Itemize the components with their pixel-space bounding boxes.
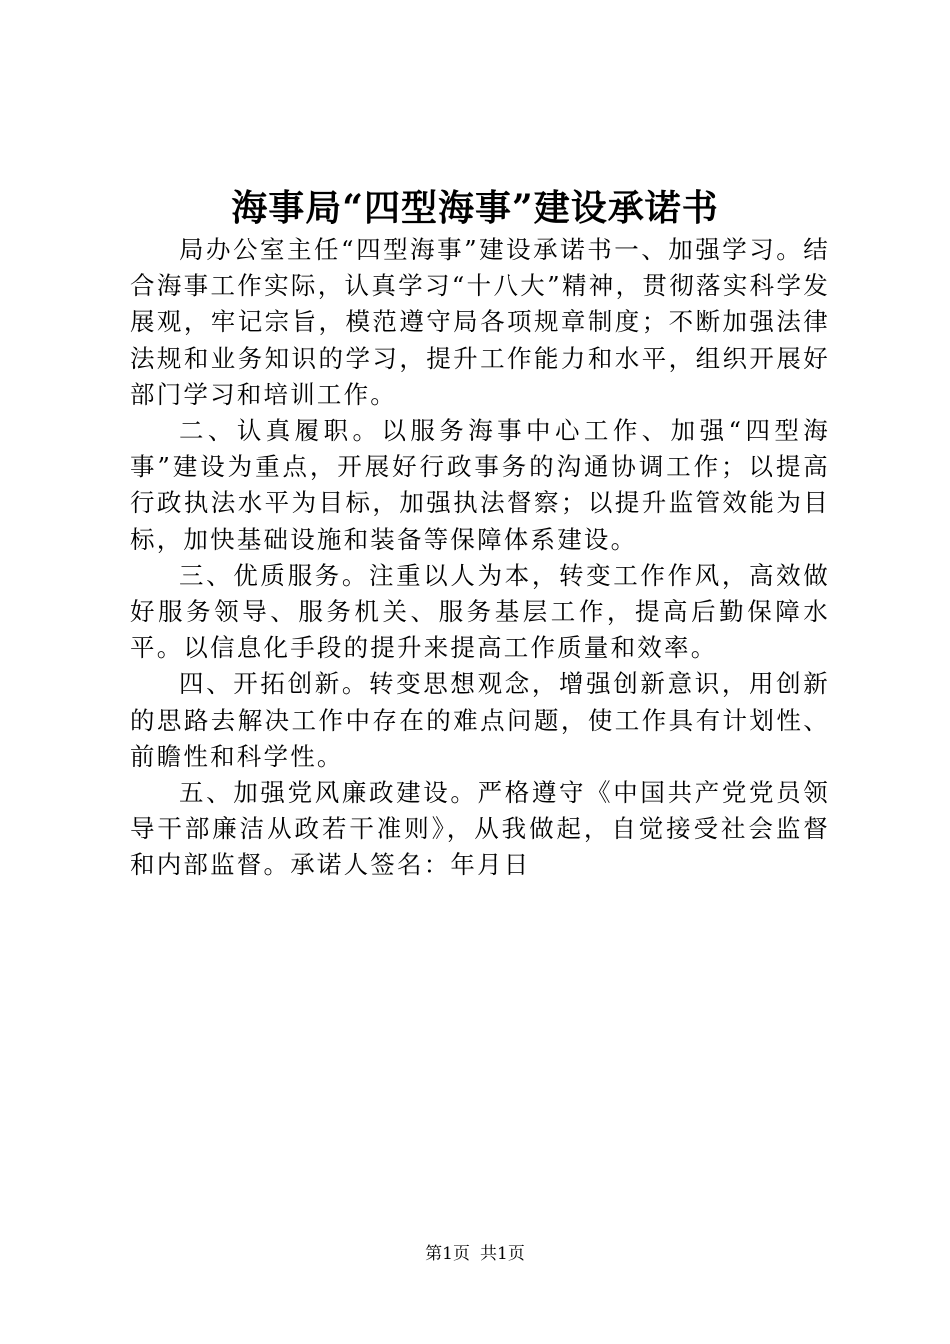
page-number-current: 第1页: [425, 1244, 470, 1264]
paragraph-3: 三、优质服务。注重以人为本，转变工作作风，高效做好服务领导、服务机关、服务基层工作，提高后勤保障水平。以信息化手段的提升来提高工作质量和效率。: [130, 560, 830, 663]
paragraph-5: 五、加强党风廉政建设。严格遵守《中国共产党党员领导干部廉洁从政若干准则》，从我做起，自觉接受社会监督和内部监督。承诺人签名：年月日: [130, 778, 830, 880]
page-number-total: 共1页: [480, 1244, 525, 1264]
page-footer: [0, 1242, 950, 1266]
document-body: [130, 232, 830, 884]
paragraph-2: 二、认真履职。以服务海事中心工作、加强“四型海事”建设为重点，开展好行政事务的沟通协调工作；以提高行政执法水平为目标，加强执法督察；以提升监管效能为目标，加快基础设施和装备等保障体系建设。: [130, 416, 830, 554]
paragraph-1: 局办公室主任“四型海事”建设承诺书一、加强学习。结合海事工作实际，认真学习“十八大”精神，贯彻落实科学发展观，牢记宗旨，模范遵守局各项规章制度；不断加强法律法规和业务知识的学习，提升工作能力和水平，组织开展好部门学习和培训工作。: [130, 235, 830, 409]
document-title: 海事局“四型海事”建设承诺书: [231, 187, 719, 229]
paragraph-4: 四、开拓创新。转变思想观念，增强创新意识，用创新的思路去解决工作中存在的难点问题，使工作具有计划性、前瞻性和科学性。: [130, 669, 830, 771]
